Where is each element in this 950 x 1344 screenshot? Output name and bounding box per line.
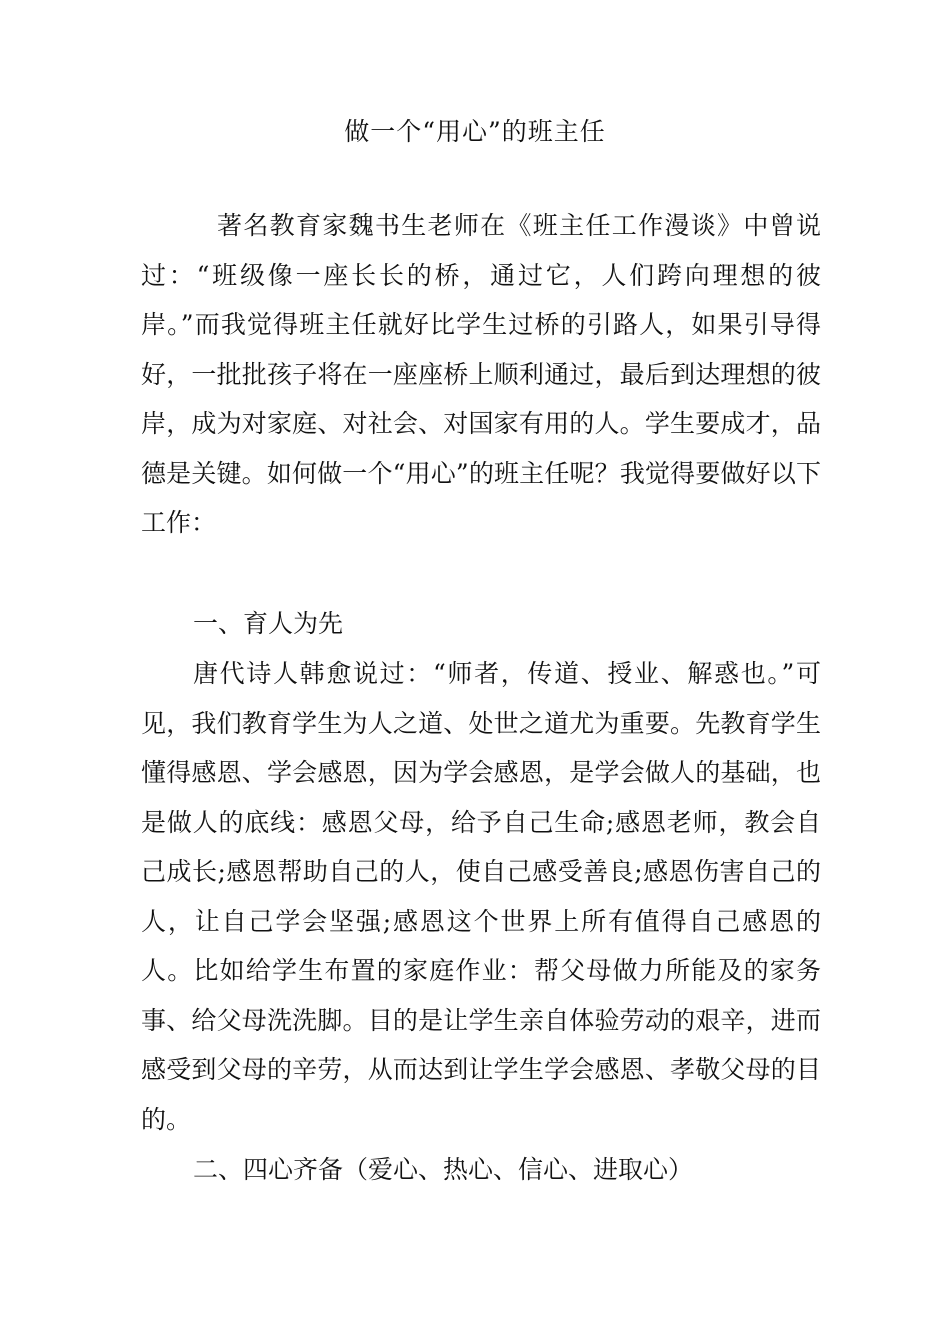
section-heading-1: 一、育人为先 (193, 609, 344, 638)
document-title: 做一个“用心”的班主任 (344, 117, 606, 146)
section-paragraph-1: 唐代诗人韩愈说过：“师者，传道、授业、解惑也。”可见，我们教育学生为人之道、处世之道尤为重要。先教育学生懂得感恩、学会感恩，因为学会感恩，是学会做人的基础，也是做人的底线：感恩父母，给予自己生命;感恩老师，教会自己成长;感恩帮助自己的人，使自己感受善良;感恩伤害自己的人，让自己学会坚强;感恩这个世界上所有值得自己感恩的人。比如给学生布置的家庭作业：帮父母做力所能及的家务事、给父母洗洗脚。目的是让学生亲自体验劳动的艰辛，进而感受到父母的辛劳，从而达到让学生学会感恩、孝敬父母的目的。 (141, 659, 821, 1134)
intro-paragraph: 著名教育家魏书生老师在《班主任工作漫谈》中曾说过：“班级像一座长长的桥，通过它，人们跨向理想的彼岸。”而我觉得班主任就好比学生过桥的引路人，如果引导得好，一批批孩子将在一座座桥上顺利通过，最后到达理想的彼岸，成为对家庭、对社会、对国家有用的人。学生要成才，品德是关键。如何做一个“用心”的班主任呢？我觉得要做好以下工作： (141, 211, 821, 537)
section-heading-2: 二、四心齐备（爱心、热心、信心、进取心） (193, 1155, 694, 1184)
